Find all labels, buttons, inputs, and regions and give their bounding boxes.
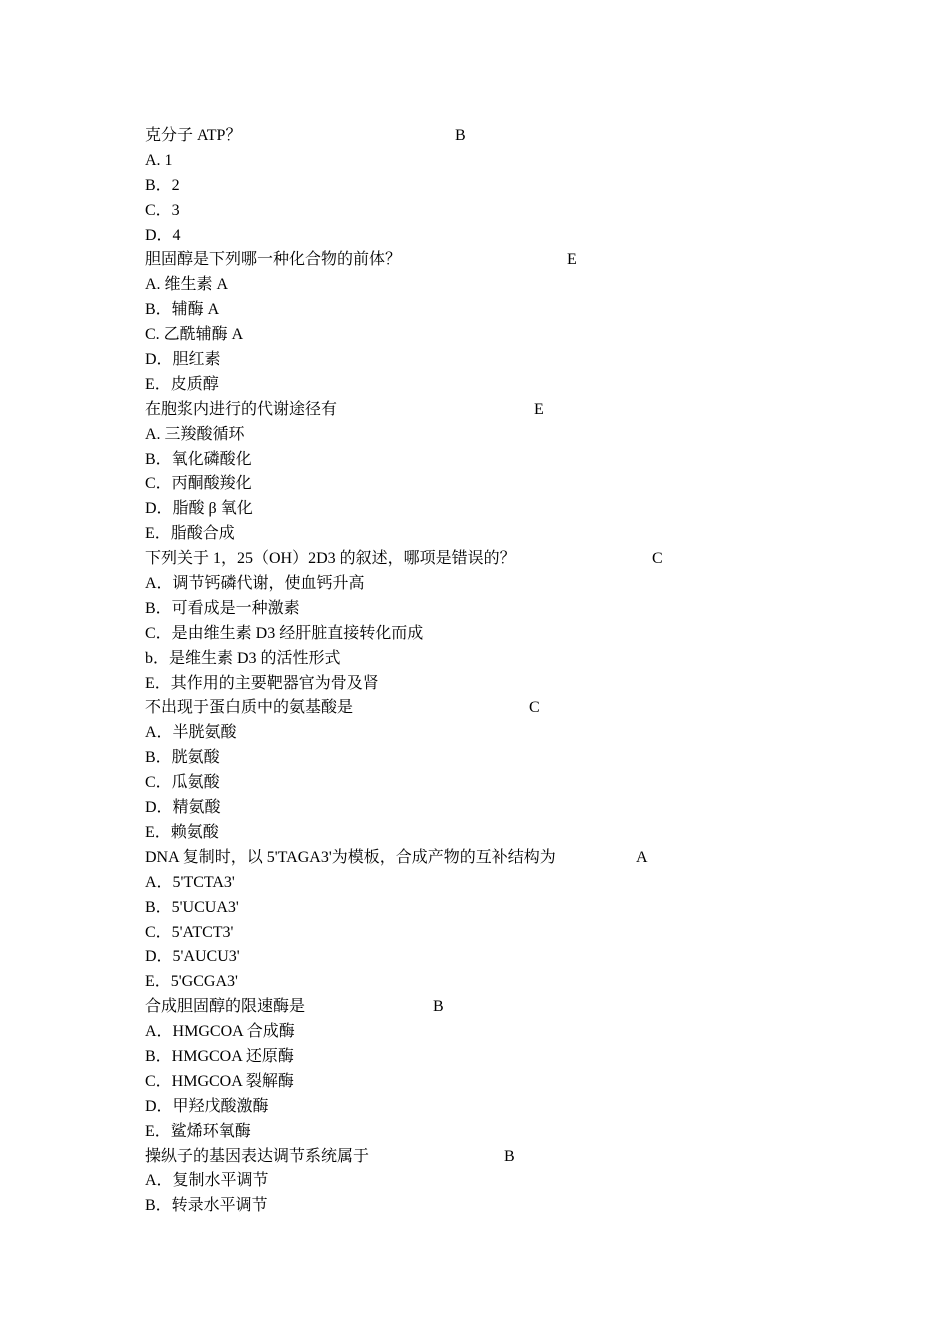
question-block	[145, 846, 845, 995]
answer-option: D．4	[145, 226, 181, 244]
answer-key: B	[504, 1147, 515, 1165]
answer-option: D．精氨酸	[145, 799, 221, 817]
question-stem: 在胞浆内进行的代谢途径有	[145, 400, 338, 418]
question-stem-line	[145, 696, 845, 721]
answer-option: D．甲羟戊酸激酶	[145, 1097, 269, 1115]
answer-option: A．5'TCTA3'	[145, 873, 235, 891]
answer-option: E．5'GCGA3'	[145, 973, 238, 991]
answer-option: A．调节钙磷代谢，使血钙升高	[145, 575, 365, 593]
answer-option: E．脂酸合成	[145, 525, 235, 543]
answer-key: A	[636, 848, 648, 866]
question-stem: 不出现于蛋白质中的氨基酸是	[145, 699, 354, 717]
answer-option: E．其作用的主要靶器官为骨及肾	[145, 674, 379, 692]
question-stem-line	[145, 846, 845, 871]
question-block	[145, 995, 845, 1144]
answer-option: B．5'UCUA3'	[145, 898, 239, 916]
question-block	[145, 248, 845, 397]
question-stem-line	[145, 547, 845, 572]
answer-option: A．半胱氨酸	[145, 724, 237, 742]
answer-option: B．辅酶 A	[145, 301, 220, 319]
answer-key: C	[529, 699, 540, 717]
answer-option: B．胱氨酸	[145, 749, 220, 767]
answer-option: C. 乙酰辅酶 A	[145, 326, 244, 344]
answer-option: B．转录水平调节	[145, 1197, 268, 1215]
answer-option: A. 三羧酸循环	[145, 425, 245, 443]
answer-option: A. 维生素 A	[145, 276, 229, 294]
question-stem: 操纵子的基因表达调节系统属于	[145, 1147, 370, 1165]
question-stem: 胆固醇是下列哪一种化合物的前体？	[145, 251, 402, 269]
answer-option: A．复制水平调节	[145, 1172, 269, 1190]
answer-option: E．皮质醇	[145, 375, 219, 393]
answer-option: C．瓜氨酸	[145, 774, 220, 792]
answer-option: D．脂酸 β 氧化	[145, 500, 253, 518]
answer-option: C．3	[145, 201, 180, 219]
answer-option: C．HMGCOA 裂解酶	[145, 1072, 294, 1090]
question-stem-line	[145, 124, 845, 149]
question-stem-line	[145, 1145, 845, 1170]
answer-option: C．是由维生素 D3 经肝脏直接转化而成	[145, 624, 424, 642]
answer-option: E．赖氨酸	[145, 823, 219, 841]
question-stem-line	[145, 995, 845, 1020]
answer-option: C．5'ATCT3'	[145, 923, 234, 941]
question-block	[145, 124, 845, 248]
answer-option: A. 1	[145, 151, 173, 169]
answer-key: B	[433, 998, 444, 1016]
answer-option: D．5'AUCU3'	[145, 948, 240, 966]
question-block	[145, 547, 845, 696]
question-stem: 合成胆固醇的限速酶是	[145, 998, 306, 1016]
answer-option: E．鲨烯环氧酶	[145, 1122, 251, 1140]
question-stem: 克分子 ATP？	[145, 127, 242, 144]
answer-option: B．2	[145, 176, 180, 194]
answer-option: B．氧化磷酸化	[145, 450, 252, 468]
question-block	[145, 398, 845, 547]
answer-key: E	[534, 400, 544, 418]
document-body	[145, 124, 845, 1219]
question-stem-line	[145, 248, 845, 273]
question-stem: DNA 复制时，以 5'TAGA3'为模板，合成产物的互补结构为	[145, 848, 556, 866]
answer-option: A．HMGCOA 合成酶	[145, 1023, 295, 1041]
answer-option: C．丙酮酸羧化	[145, 475, 252, 493]
answer-option: D．胆红素	[145, 351, 221, 369]
question-stem-line	[145, 398, 845, 423]
answer-key: E	[567, 251, 577, 269]
answer-option: b．是维生素 D3 的活性形式	[145, 649, 341, 667]
question-block	[145, 1145, 845, 1220]
question-block	[145, 696, 845, 845]
answer-option: B．HMGCOA 还原酶	[145, 1047, 294, 1065]
answer-option: B．可看成是一种激素	[145, 599, 300, 617]
answer-key: B	[455, 127, 466, 144]
question-stem: 下列关于 1，25（OH）2D3 的叙述，哪项是错误的？	[145, 550, 516, 568]
answer-key: C	[652, 550, 663, 568]
